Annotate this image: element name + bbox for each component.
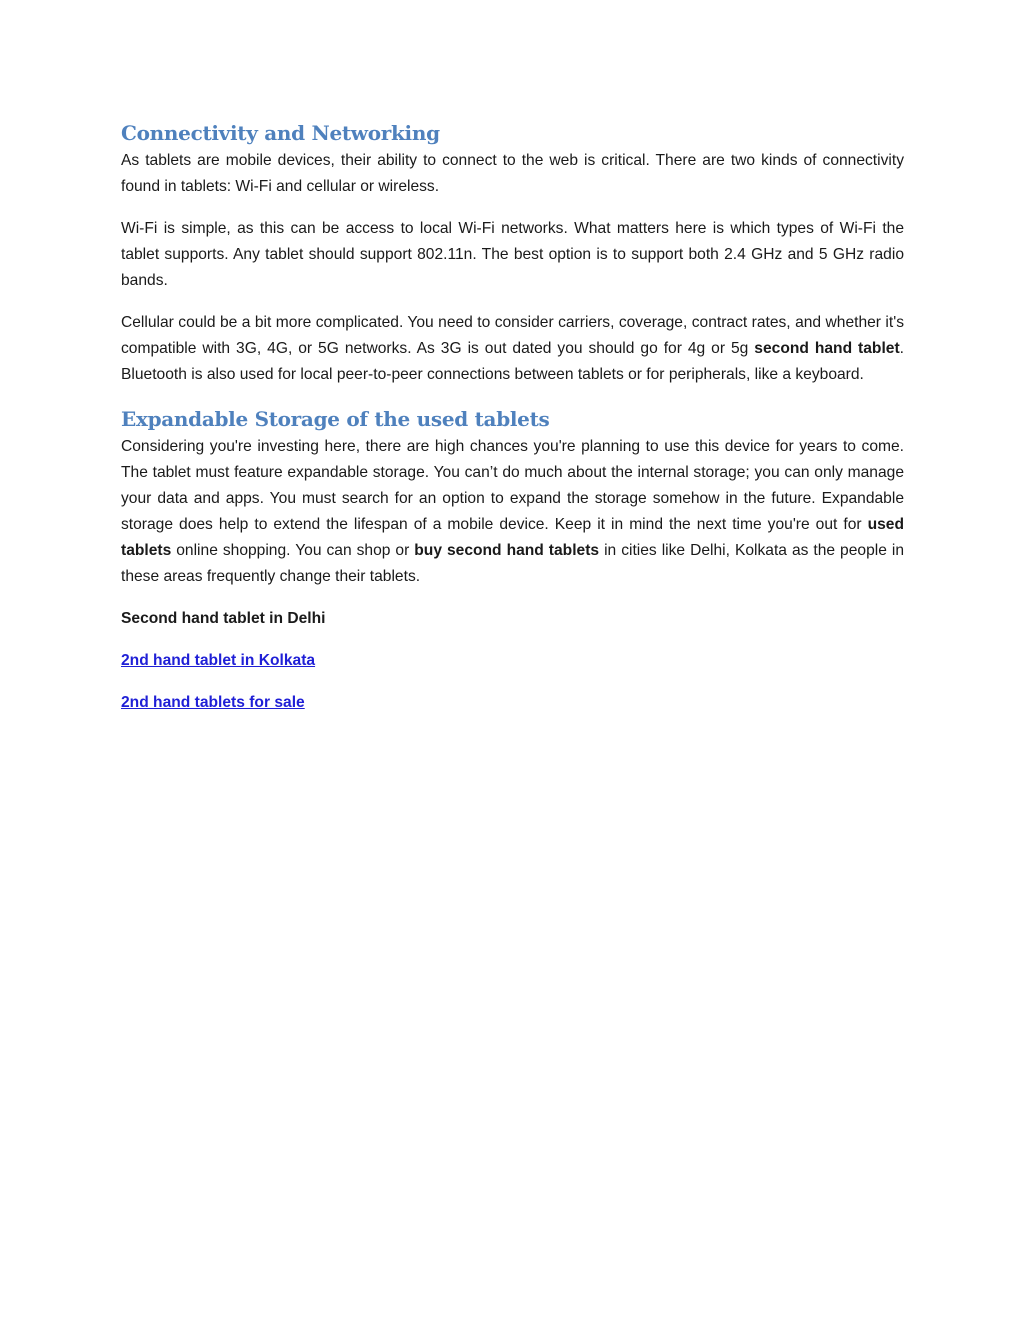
paragraph-cellular-text-1: Cellular could be a bit more complicated. You need to consider carriers, coverage, contract rates, and whether it's compatible with 3G, 4G, or 5G networks. As 3G is out dated you should go for 4g or 5g [121, 314, 904, 357]
section-heading-storage: Expandable Storage of the used tablets [121, 407, 550, 431]
label-delhi-text: Second hand tablet in Delhi [121, 610, 326, 627]
keyword-second-hand-tablet: second hand tablet [754, 340, 900, 357]
paragraph-wifi: Wi-Fi is simple, as this can be access to local Wi-Fi networks. What matters here is which types of Wi-Fi the tablet supports. Any tablet should support 802.11n. The best option is to support both 2.4 GHz and 5 GHz radio bands. [121, 220, 904, 289]
section-heading-connectivity: Connectivity and Networking [121, 121, 440, 145]
keyword-buy-second-hand-tablets: buy second hand tablets [414, 542, 600, 559]
label-second-hand-tablet-delhi [121, 606, 904, 632]
keyword-used-tablets: used tablets [121, 516, 904, 559]
paragraph-cellular [121, 310, 904, 388]
paragraph-storage-text-3: in cities like Delhi, Kolkata as the people in these areas frequently change their tablets. [121, 542, 905, 585]
link-2nd-hand-tablet-kolkata[interactable]: 2nd hand tablet in Kolkata [121, 652, 316, 669]
paragraph-cellular-text-2: . Bluetooth is also used for local peer-to-peer connections between tablets or for peripherals, like a keyboard. [121, 340, 904, 383]
link-row-sale [121, 690, 904, 716]
paragraph-storage [121, 434, 904, 590]
paragraph-connectivity-intro: As tablets are mobile devices, their ability to connect to the web is critical. There are two kinds of connectivity found in tablets: Wi-Fi and cellular or wireless. [121, 152, 904, 195]
document-page [121, 118, 904, 716]
paragraph-storage-text-2: online shopping. You can shop or [171, 542, 415, 559]
paragraph-storage-text-1: Considering you're investing here, there are high chances you're planning to use this device for years to come. The tablet must feature expandable storage. You can’t do much about the internal storage; you can only manage your data and apps. You must search for an option to expand the storage somehow in the future. Expandable storage does help to extend the lifespan of a mobile device. Keep it in mind the next time you're out for [121, 438, 904, 533]
link-2nd-hand-tablets-for-sale[interactable]: 2nd hand tablets for sale [121, 694, 305, 711]
link-row-kolkata [121, 648, 904, 674]
